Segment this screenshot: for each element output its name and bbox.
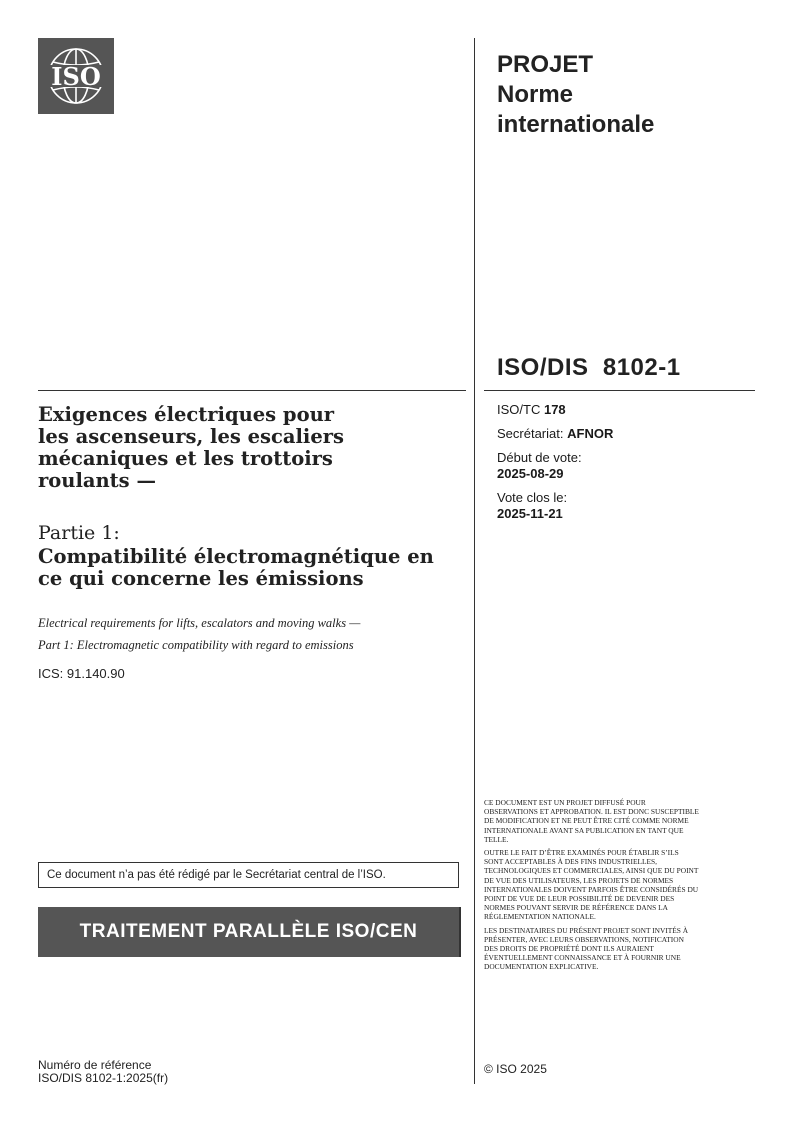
reference-value: ISO/DIS 8102-1:2025(fr) <box>38 1071 169 1085</box>
tc-value: 178 <box>543 402 566 417</box>
part-title-line: ce qui concerne les émissions <box>38 567 364 590</box>
part-title-line: Compatibilité électromagnétique en <box>38 545 434 568</box>
document-status <box>497 50 757 140</box>
parallel-processing-banner: TRAITEMENT PARALLÈLE ISO/CEN <box>38 907 459 957</box>
draft-notice <box>484 798 699 976</box>
part-title <box>38 546 468 590</box>
ics-code: ICS: 91.140.90 <box>38 666 125 681</box>
document-number: ISO/DIS 8102-1 <box>497 354 681 381</box>
french-title-line: mécaniques et les trottoirs <box>38 447 333 470</box>
horizontal-divider-right <box>484 390 755 391</box>
vote-start-label: Début de vote: <box>497 450 582 465</box>
notice-paragraph: CE DOCUMENT EST UN PROJET DIFFUSÉ POUR OBSERVATIONS ET APPROBATION. IL EST DONC SUSCEPTIBLE DE MODIFICATION ET NE PEUT ÊTRE CITÉ COMME NORME INTERNATIONALE AVANT SA PUBLICATION EN TANT QUE TELLE. <box>484 798 699 844</box>
reference-label: Numéro de référence <box>38 1058 152 1072</box>
french-title-line: roulants — <box>38 469 156 492</box>
tc-row <box>497 402 747 418</box>
notice-paragraph: LES DESTINATAIRES DU PRÉSENT PROJET SONT INVITÉS À PRÉSENTER, AVEC LEURS OBSERVATIONS, NOTIFICATION DES DROITS DE PROPRIÉTÉ DONT ILS AURAIENT ÉVENTUELLEMENT CONNAISSANCE ET À FOURNIR UNE DOCUMENTATION EXPLICATIVE. <box>484 925 689 972</box>
iso-logo <box>38 38 114 114</box>
tc-label: ISO/TC <box>497 402 541 417</box>
secretariat-value: AFNOR <box>567 426 614 441</box>
secretariat-note-box: Ce document n’a pas été rédigé par le Secrétariat central de l’ISO. <box>38 862 459 888</box>
vote-end-value: 2025-11-21 <box>497 506 563 521</box>
vote-start-row <box>497 450 747 482</box>
banner-edge <box>459 907 461 957</box>
copyright: © ISO 2025 <box>484 1062 547 1076</box>
english-title <box>38 612 468 656</box>
horizontal-divider-left <box>38 390 466 391</box>
status-line-1: PROJET <box>497 51 594 78</box>
english-title-line: Part 1: Electromagnetic compatibility with regard to emissions <box>38 638 354 652</box>
notice-paragraph: OUTRE LE FAIT D’ÊTRE EXAMINÉS POUR ÉTABLIR S’ILS SONT ACCEPTABLES À DES FINS INDUSTRIELLES, TECHNOLOGIQUES ET COMMERCIALES, AINSI QUE DU POINT DE VUE DES UTILISATEURS, LES PROJETS DE NORMES INTERNATIONALES DOIVENT PARFOIS ÊTRE CONSIDÉRÉS DU POINT DE VUE DE LEUR POSSIBILITÉ DE DEVENIR DES NORMES POUVANT SERVIR DE RÉFÉRENCE DANS LA RÉGLEMENTATION NATIONALE. <box>484 848 699 922</box>
secretariat-label: Secrétariat: <box>497 426 564 441</box>
iso-logo-text: ISO <box>51 62 101 91</box>
status-line-3: internationale <box>497 111 655 138</box>
french-title-line: les ascenseurs, les escaliers <box>38 425 344 448</box>
status-line-2: Norme <box>497 81 574 108</box>
vertical-divider <box>474 38 475 1084</box>
vote-start-value: 2025-08-29 <box>497 466 564 481</box>
french-title-line: Exigences électriques pour <box>38 403 335 426</box>
secretariat-row <box>497 426 747 442</box>
vote-end-label: Vote clos le: <box>497 490 568 505</box>
reference-number <box>38 1059 168 1085</box>
english-title-line: Electrical requirements for lifts, escalators and moving walks — <box>38 616 361 630</box>
vote-end-row <box>497 490 747 522</box>
part-label: Partie 1: <box>38 522 120 544</box>
document-metadata <box>497 402 747 530</box>
french-title <box>38 404 468 492</box>
